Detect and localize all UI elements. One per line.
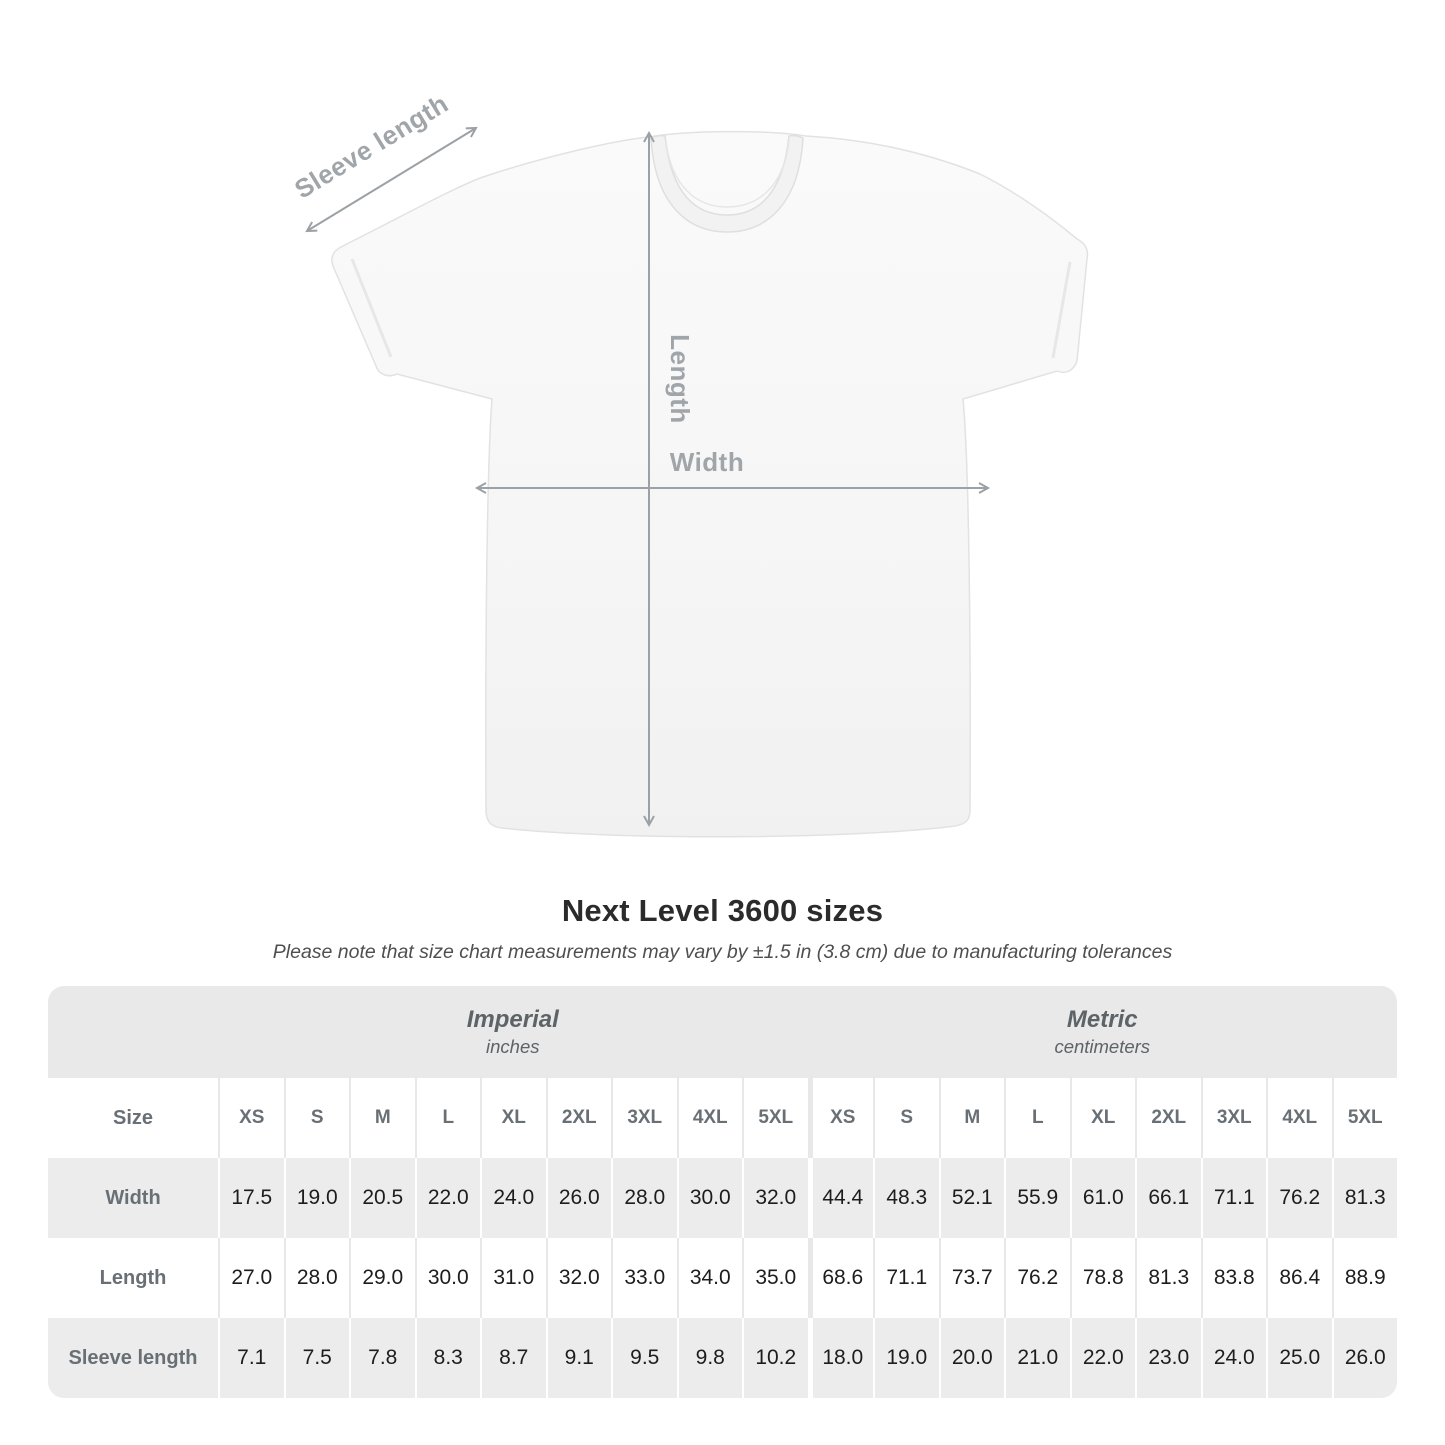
- size-col-header: M: [349, 1078, 415, 1158]
- table-cell: 88.9: [1332, 1238, 1398, 1318]
- table-cell: 86.4: [1266, 1238, 1332, 1318]
- table-cell: 78.8: [1070, 1238, 1136, 1318]
- size-col-header: 2XL: [546, 1078, 612, 1158]
- table-row-width: [48, 1158, 1397, 1238]
- table-cell: 8.3: [415, 1318, 481, 1398]
- table-cell: 26.0: [1332, 1318, 1398, 1398]
- size-col-header: XS: [808, 1078, 874, 1158]
- table-cell: 32.0: [742, 1158, 808, 1238]
- row-label: Width: [105, 1186, 161, 1209]
- size-col-header: 3XL: [611, 1078, 677, 1158]
- size-col-header: 3XL: [1201, 1078, 1267, 1158]
- table-cell: 30.0: [677, 1158, 743, 1238]
- length-label: Length: [665, 334, 695, 424]
- size-col-header: XL: [480, 1078, 546, 1158]
- row-label: Sleeve length: [68, 1346, 198, 1369]
- table-cell: 7.5: [284, 1318, 350, 1398]
- size-col-header: 4XL: [677, 1078, 743, 1158]
- table-cell: 71.1: [1201, 1158, 1267, 1238]
- size-chart-title: Next Level 3600 sizes: [561, 893, 884, 928]
- table-cell: 20.0: [939, 1318, 1005, 1398]
- imperial-unit: inches: [486, 1035, 540, 1057]
- table-cell: 61.0: [1070, 1158, 1136, 1238]
- size-chart-note: Please note that size chart measurements may vary by ±1.5 in (3.8 cm) due to manufacturing tolerances: [272, 941, 1173, 963]
- size-col-header: S: [873, 1078, 939, 1158]
- table-cell: 19.0: [284, 1158, 350, 1238]
- table-cell: 68.6: [808, 1238, 874, 1318]
- table-cell: 29.0: [349, 1238, 415, 1318]
- table-cell: 25.0: [1266, 1318, 1332, 1398]
- size-col-header: 5XL: [1332, 1078, 1398, 1158]
- tshirt-body-shape: [332, 132, 1088, 837]
- table-cell: 44.4: [808, 1158, 874, 1238]
- size-col-header: L: [415, 1078, 481, 1158]
- table-cell: 83.8: [1201, 1238, 1267, 1318]
- table-cell: 26.0: [546, 1158, 612, 1238]
- width-label: Width: [669, 447, 745, 477]
- table-cell: 18.0: [808, 1318, 874, 1398]
- table-cell: 21.0: [1004, 1318, 1070, 1398]
- size-col-header: 2XL: [1135, 1078, 1201, 1158]
- table-cell: 81.3: [1135, 1238, 1201, 1318]
- table-cell: 73.7: [939, 1238, 1005, 1318]
- table-cell: 22.0: [1070, 1318, 1136, 1398]
- size-col-header: XS: [218, 1078, 284, 1158]
- table-cell: 9.1: [546, 1318, 612, 1398]
- table-cell: 24.0: [480, 1158, 546, 1238]
- table-cell: 28.0: [284, 1238, 350, 1318]
- size-col-header: 5XL: [742, 1078, 808, 1158]
- table-cell: 34.0: [677, 1238, 743, 1318]
- table-cell: 28.0: [611, 1158, 677, 1238]
- metric-unit: centimeters: [1054, 1035, 1151, 1057]
- size-col-header: S: [284, 1078, 350, 1158]
- table-cell: 9.8: [677, 1318, 743, 1398]
- size-col-header: XL: [1070, 1078, 1136, 1158]
- table-cell: 32.0: [546, 1238, 612, 1318]
- table-cell: 17.5: [218, 1158, 284, 1238]
- table-cell: 24.0: [1201, 1318, 1267, 1398]
- table-cell: 76.2: [1004, 1238, 1070, 1318]
- table-cell: 23.0: [1135, 1318, 1201, 1398]
- table-cell: 66.1: [1135, 1158, 1201, 1238]
- sleeve-length-label: Sleeve length: [289, 88, 454, 205]
- table-cell: 81.3: [1332, 1158, 1398, 1238]
- table-cell: 8.7: [480, 1318, 546, 1398]
- size-col-header: 4XL: [1266, 1078, 1332, 1158]
- table-cell: 71.1: [873, 1238, 939, 1318]
- table-cell: 35.0: [742, 1238, 808, 1318]
- size-col-header: M: [939, 1078, 1005, 1158]
- table-cell: 19.0: [873, 1318, 939, 1398]
- table-cell: 30.0: [415, 1238, 481, 1318]
- table-cell: 10.2: [742, 1318, 808, 1398]
- table-cell: 48.3: [873, 1158, 939, 1238]
- size-header-row: [48, 1078, 1397, 1158]
- unit-header-row: [48, 986, 1397, 1078]
- table-cell: 7.8: [349, 1318, 415, 1398]
- table-cell: 22.0: [415, 1158, 481, 1238]
- table-cell: 33.0: [611, 1238, 677, 1318]
- imperial-title: Imperial: [466, 1005, 559, 1033]
- metric-section-header: [808, 1005, 1398, 1059]
- size-column-label: Size: [112, 1106, 154, 1129]
- table-cell: 52.1: [939, 1158, 1005, 1238]
- row-label: Length: [99, 1266, 167, 1289]
- table-cell: 9.5: [611, 1318, 677, 1398]
- table-cell: 7.1: [218, 1318, 284, 1398]
- table-cell: 31.0: [480, 1238, 546, 1318]
- table-row-sleeve-length: [48, 1318, 1397, 1398]
- table-row-length: [48, 1238, 1397, 1318]
- table-cell: 20.5: [349, 1158, 415, 1238]
- table-cell: 55.9: [1004, 1158, 1070, 1238]
- metric-title: Metric: [1066, 1005, 1138, 1033]
- size-col-header: L: [1004, 1078, 1070, 1158]
- imperial-section-header: [218, 1005, 808, 1059]
- size-table: [48, 986, 1397, 1398]
- table-cell: 27.0: [218, 1238, 284, 1318]
- table-cell: 76.2: [1266, 1158, 1332, 1238]
